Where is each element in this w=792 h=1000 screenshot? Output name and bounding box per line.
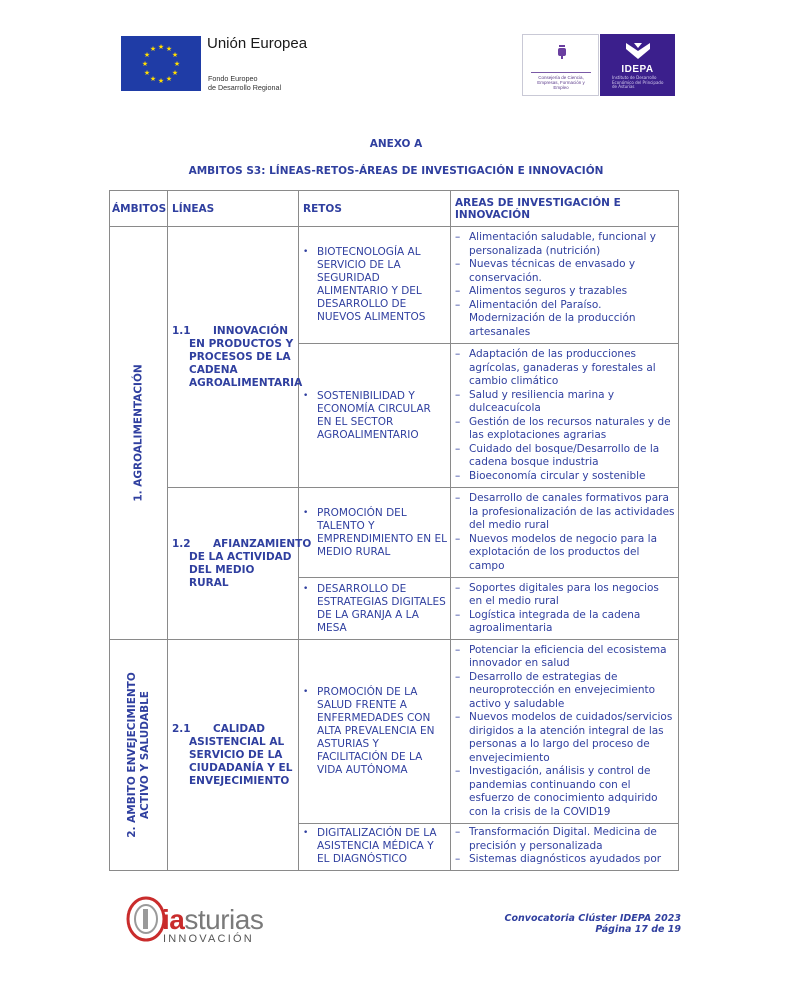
reto-cell	[299, 824, 451, 871]
ambito-label: 2. AMBITO ENVEJECIMIENTO ACTIVO Y SALUDABLE	[125, 672, 151, 838]
svg-text:★: ★	[171, 51, 179, 59]
area-item: – Nuevos modelos de cuidados/servicios dirigidos a la atención integral de las personas a lo largo del proceso de envejecimiento	[469, 711, 675, 765]
svg-text:★: ★	[143, 69, 151, 77]
svg-text:★: ★	[165, 45, 173, 53]
areas-list	[451, 642, 678, 822]
area-item: – Gestión de los recursos naturales y de las explotaciones agrarias	[469, 416, 675, 443]
footer-page-number: Página 17 de 19	[595, 924, 681, 935]
area-item: – Alimentos seguros y trazables	[469, 285, 675, 299]
area-item: – Nuevos modelos de negocio para la explotación de los productos del campo	[469, 533, 675, 574]
iasturias-wordmark: iasturias	[162, 904, 264, 935]
reto-cell	[299, 640, 451, 824]
area-item: – Salud y resiliencia marina y dulceacuícola	[469, 389, 675, 416]
idepa-logo	[600, 34, 675, 96]
area-item: – Logística integrada de la cadena agroalimentaria	[469, 609, 675, 636]
eu-title: Unión Europea	[207, 35, 308, 52]
areas-list	[451, 346, 678, 485]
areas-list	[451, 490, 678, 575]
idepa-mark-icon	[624, 41, 652, 61]
logo-divider	[531, 72, 591, 73]
svg-text:★: ★	[141, 60, 149, 68]
linea-text: CALIDAD ASISTENCIAL AL SERVICIO DE LA CIUDADANÍA Y EL ENVEJECIMIENTO	[189, 722, 293, 787]
eu-subtitle: Fondo Europeo de Desarrollo Regional	[208, 74, 282, 92]
areas-cell	[451, 488, 679, 578]
area-item: – Cuidado del bosque/Desarrollo de la cadena bosque industria	[469, 443, 675, 470]
bullet-icon: •	[303, 828, 309, 838]
eu-flag-logo	[121, 36, 201, 91]
bullet-icon: •	[303, 247, 309, 257]
linea-cell-2-1	[168, 640, 299, 871]
bullet-icon: •	[303, 583, 309, 594]
reto-text: DIGITALIZACIÓN DE LA ASISTENCIA MÉDICA Y EL DIAGNÓSTICO	[317, 827, 437, 865]
svg-text:★: ★	[149, 75, 157, 83]
reto-cell	[299, 578, 451, 640]
footer-text	[505, 913, 681, 935]
svg-text:★: ★	[165, 75, 173, 83]
gov-text: Consejería de Ciencia, Empresas, Formación y Empleo	[537, 75, 585, 90]
header-areas: AREAS DE INVESTIGACIÓN E INNOVACIÓN	[451, 191, 679, 227]
areas-list	[451, 580, 678, 638]
linea-cell-1-1	[168, 227, 303, 488]
idepa-tagline: Instituto de Desarrollo Económico del Principado de Asturias	[612, 75, 664, 90]
linea-number: 1.1	[172, 324, 191, 337]
areas-cell	[451, 578, 679, 640]
svg-text:★: ★	[171, 69, 179, 77]
eu-stars-icon	[121, 36, 201, 91]
area-item: – Potenciar la eficiencia del ecosistema innovador en salud	[469, 644, 675, 671]
svg-text:★: ★	[143, 51, 151, 59]
svg-text:★: ★	[173, 60, 181, 68]
area-item: – Sistemas diagnósticos ayudados por	[469, 853, 675, 867]
bullet-icon: •	[303, 687, 309, 697]
idepa-wordmark: IDEPA	[621, 64, 654, 75]
reto-text: SOSTENIBILIDAD Y ECONOMÍA CIRCULAR EN EL SECTOR AGROALIMENTARIO	[317, 389, 431, 441]
svg-text:★: ★	[157, 43, 165, 51]
areas-cell	[451, 227, 679, 344]
annex-title: ANEXO A	[369, 138, 423, 150]
crest-icon	[557, 45, 567, 59]
bullet-icon: •	[303, 390, 309, 401]
document-subtitle: AMBITOS S3: LÍNEAS-RETOS-ÁREAS DE INVESTIGACIÓN E INNOVACIÓN	[188, 165, 604, 177]
reto-text: PROMOCIÓN DEL TALENTO Y EMPRENDIMIENTO EN EL MEDIO RURAL	[317, 506, 447, 558]
table-row	[110, 640, 679, 824]
area-item: – Alimentación del Paraíso. Modernización de la producción artesanales	[469, 299, 675, 340]
reto-text: BIOTECNOLOGÍA AL SERVICIO DE LA SEGURIDAD ALIMENTARIO Y DEL DESARROLLO DE NUEVOS ALIMENTOS	[317, 246, 426, 323]
linea-text: INNOVACIÓN EN PRODUCTOS Y PROCESOS DE LA CADENA AGROALIMENTARIA	[189, 324, 303, 389]
header-lineas: LÍNEAS	[168, 191, 299, 227]
svg-text:★: ★	[157, 77, 165, 85]
svg-text:★: ★	[149, 45, 157, 53]
innovacion-wordmark: INNOVACIÓN	[163, 933, 254, 945]
ambito-cell-1	[110, 227, 168, 640]
table-header-row	[110, 191, 679, 227]
area-item: – Bioeconomía circular y sostenible	[469, 470, 675, 484]
area-item: – Adaptación de las producciones agrícolas, ganaderas y forestales al cambio climático	[469, 348, 675, 389]
reto-text: DESARROLLO DE ESTRATEGIAS DIGITALES DE LA GRANJA A LA MESA	[317, 582, 446, 634]
reto-cell	[299, 344, 451, 488]
reto-cell	[299, 488, 451, 578]
linea-number: 1.2	[172, 537, 191, 550]
areas-cell	[451, 640, 679, 824]
area-item: – Desarrollo de canales formativos para la profesionalización de las actividades del medio rural	[469, 492, 675, 533]
linea-text: AFIANZAMIENTO DE LA ACTIVIDAD DEL MEDIO RURAL	[189, 537, 312, 589]
table-row	[110, 488, 679, 578]
ambito-cell-2	[110, 640, 168, 871]
area-item: – Transformación Digital. Medicina de precisión y personalizada	[469, 826, 675, 853]
linea-number: 2.1	[172, 722, 191, 735]
area-item: – Soportes digitales para los negocios en el medio rural	[469, 582, 675, 609]
area-item: – Nuevas técnicas de envasado y conservación.	[469, 258, 675, 285]
header-ambitos: ÁMBITOS	[110, 191, 168, 227]
areas-list	[451, 229, 678, 341]
reto-text: PROMOCIÓN DE LA SALUD FRENTE A ENFERMEDADES CON ALTA PREVALENCIA EN ASTURIAS Y FACILITACIÓN DE LA VIDA AUTÓNOMA	[317, 686, 435, 776]
s3-table	[109, 190, 679, 871]
areas-list	[451, 824, 678, 869]
table-row	[110, 227, 679, 344]
ambito-label: 1. AGROALIMENTACIÓN	[132, 364, 144, 502]
header-retos: RETOS	[299, 191, 451, 227]
linea-cell-1-2	[168, 488, 312, 640]
area-item: – Desarrollo de estrategias de neuroprotección en envejecimiento activo y saludable	[469, 671, 675, 712]
area-item: – Alimentación saludable, funcional y personalizada (nutrición)	[469, 231, 675, 258]
area-item: – Investigación, análisis y control de pandemias continuando con el esfuerzo de conocimiento adquirido con la crisis de la COVID19	[469, 765, 675, 819]
areas-cell	[451, 344, 679, 488]
footer-convocatoria: Convocatoria Clúster IDEPA 2023	[504, 913, 681, 924]
areas-cell	[451, 824, 679, 871]
reto-cell	[299, 227, 451, 344]
asturias-government-logo	[522, 34, 599, 96]
bullet-icon: •	[303, 507, 309, 518]
